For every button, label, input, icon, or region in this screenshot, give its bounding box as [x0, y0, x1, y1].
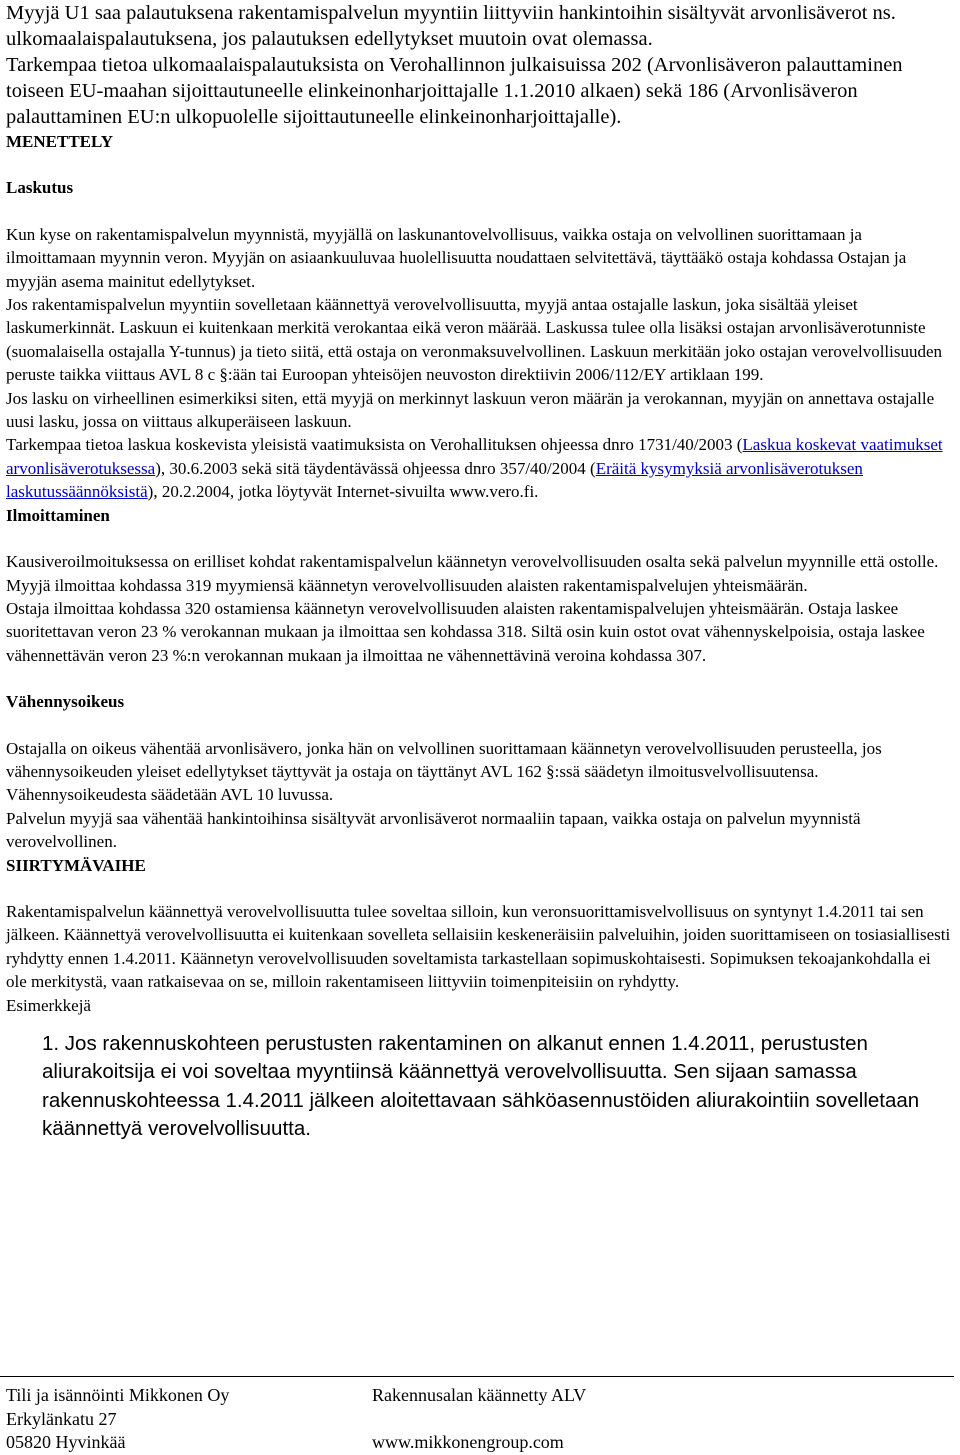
footer-document-title: Rakennusalan käännetty ALV	[372, 1385, 587, 1405]
heading-esimerkkeja: Esimerkkejä	[6, 995, 91, 1015]
ilmoittaminen-paragraph-1: Kausiveroilmoituksessa on erilliset kohdat rakentamispalvelun käännetyn verovelvollisuuden osalta sekä palvelun myynnille että ostolle.	[6, 552, 939, 572]
heading-siirtymavaihe: SIIRTYMÄVAIHE	[6, 855, 146, 875]
heading-vahennysoikeus: Vähennysoikeus	[6, 692, 125, 712]
ilmoittaminen-paragraph-3: Ostaja ilmoittaa kohdassa 320 ostamiensa käännetyn verovelvollisuuden alaisten rakentamispalvelujen yhteismäärän. Ostaja laskee suoritettavan veron 23 % verokannan mukaan ja ilmoittaa sen kohdassa 318. Siltä osin kuin ostot ovat vähennyskelpoisia, ostaja laskee vähennettävän veron 23 %:n verokannan mukaan ja ilmoittaa ne vähennettävinä veroina kohdassa 307.	[6, 598, 925, 665]
footer-company-block	[6, 1384, 229, 1455]
siirtymavaihe-paragraph-1: Rakentamispalvelun käännettyä verovelvollisuutta tulee soveltaa silloin, kun veronsuorittamisvelvollisuus on syntynyt 1.4.2011 tai sen jälkeen. Käännettyä verovelvollisuutta ei kuitenkaan sovelleta sellaisiin keskeneräisiin palveluihin, joiden suorittamiseen on tosiasiallisesti ryhdytty ennen 1.4.2011. Käännetyn verovelvollisuuden soveltamista tarkastellaan sopimuskohtaisesti. Sopimuksen tekoajankohdalla ei ole merkitystä, vaan ratkaisevaa on se, milloin rakentamiseen liittyviin toimenpiteisiin on ryhdytty.	[6, 901, 951, 992]
link-eraita-kysymyksia[interactable]: Eräitä kysymyksiä arvonlisäverotuksen laskutussäännöksistä	[6, 458, 863, 502]
laskutus-paragraph-4	[6, 433, 954, 503]
vahennysoikeus-paragraph-1: Ostajalla on oikeus vähentää arvonlisävero, jonka hän on velvollinen suorittamaan käännetyn verovelvollisuuden perusteella, jos vähennysoikeuden yleiset edellytykset täyttyvät ja ostaja on täyttänyt AVL 162 §:ssä säädetyn ilmoitusvelvollisuutensa. Vähennysoikeudesta säädetään AVL 10 luvussa.	[6, 738, 882, 805]
footer-website: www.mikkonengroup.com	[372, 1432, 564, 1452]
example-item-1: 1. Jos rakennuskohteen perustusten rakentaminen on alkanut ennen 1.4.2011, perustusten aliurakoitsija ei voi soveltaa myyntiinsä käännettyä verovelvollisuutta. Sen sijaan samassa rakennuskohteessa 1.4.2011 jälkeen aloitettavaan sähköasennustöiden aliurakointiin sovelletaan käännettyä verovelvollisuutta.	[42, 1032, 920, 1140]
footer-title-block	[372, 1384, 586, 1455]
heading-laskutus: Laskutus	[6, 178, 74, 198]
vahennysoikeus-paragraph-2: Palvelun myyjä saa vähentää hankintoihinsa sisältyvät arvonlisäverot normaaliin tapaan, vaikka ostaja on palvelun myynnistä verovelvollinen.	[6, 808, 861, 852]
laskutus-paragraph-1: Kun kyse on rakentamispalvelun myynnistä, myyjällä on laskunantovelvollisuus, vaikka ostaja on velvollinen suorittamaan ja ilmoittamaan myynnin veron. Myyjän on asiaankuuluvaa huolellisuutta noudattaen selvitettävä, täyttääkö ostaja kohdassa Ostajan ja myyjän asema mainitut edellytykset.	[6, 224, 907, 291]
heading-menettely: MENETTELY	[6, 132, 114, 151]
laskutus-paragraph-2: Jos rakentamispalvelun myyntiin sovelletaan käännettyä verovelvollisuutta, myyjä antaa ostajalle laskun, joka sisältää yleiset laskumerkinnät. Laskuun ei kuitenkaan merkitä verokantaa eikä veron määrää. Laskussa tulee olla lisäksi ostajan arvonlisäverotunniste (suomalaisella ostajalla Y-tunnus) ja tieto siitä, että ostaja on veronmaksuvelvollinen. Laskuun merkitään joko ostajan verovelvollisuuden peruste taikka viittaus AVL 8 c §:ään tai Euroopan yhteisöjen neuvoston direktiivin 2006/112/EY artiklaan 199.	[6, 295, 943, 385]
document-page	[6, 0, 954, 1143]
laskutus-p4-text-b: ), 30.6.2003 sekä sitä täydentävässä ohjeessa dnro 357/40/2004 (	[155, 458, 596, 478]
page-footer	[0, 1376, 954, 1452]
intro-paragraph: Myyjä U1 saa palautuksena rakentamispalvelun myyntiin liittyviin hankintoihin sisältyvät arvonlisäverot ns. ulkomaalaispalautuksena, jos palautuksen edellytykset muutoin ovat olemassa.	[6, 2, 896, 50]
ilmoittaminen-paragraph-2: Myyjä ilmoittaa kohdassa 319 myymiensä käännetyn verovelvollisuuden alaisten rakentamispalvelujen yhteismäärän.	[6, 575, 808, 595]
laskutus-p4-text-a: Tarkempaa tietoa laskua koskevista yleisistä vaatimuksista on Verohallituksen ohjeessa dnro 1731/40/2003 (	[6, 435, 743, 455]
footer-company-name: Tili ja isännöinti Mikkonen Oy	[6, 1385, 230, 1405]
tarkempaa-paragraph: Tarkempaa tietoa ulkomaalaispalautuksista on Verohallinnon julkaisuissa 202 (Arvonlisäveron palauttaminen toiseen EU-maahan sijoittautuneelle elinkeinonharjoittajalle 1.1.2010 alkaen) sekä 186 (Arvonlisäveron palauttaminen EU:n ulkopuolelle sijoittautuneelle elinkeinonharjoittajalle).	[6, 54, 903, 128]
footer-street-address: Erkylänkatu 27	[6, 1408, 117, 1429]
laskutus-paragraph-3: Jos lasku on virheellinen esimerkiksi siten, että myyjä on merkinnyt laskuun veron määrän ja verokannan, myyjän on annettava ostajalle uusi lasku, jossa on viittaus alkuperäiseen laskuun.	[6, 388, 935, 432]
footer-postal-address: 05820 Hyvinkää	[6, 1432, 126, 1452]
link-laskua-koskevat-vaatimukset[interactable]: Laskua koskevat vaatimukset arvonlisäverotuksessa	[6, 435, 943, 478]
laskutus-p4-text-c: ), 20.2.2004, jotka löytyvät Internet-sivuilta www.vero.fi.	[147, 482, 539, 502]
heading-ilmoittaminen: Ilmoittaminen	[6, 505, 110, 525]
